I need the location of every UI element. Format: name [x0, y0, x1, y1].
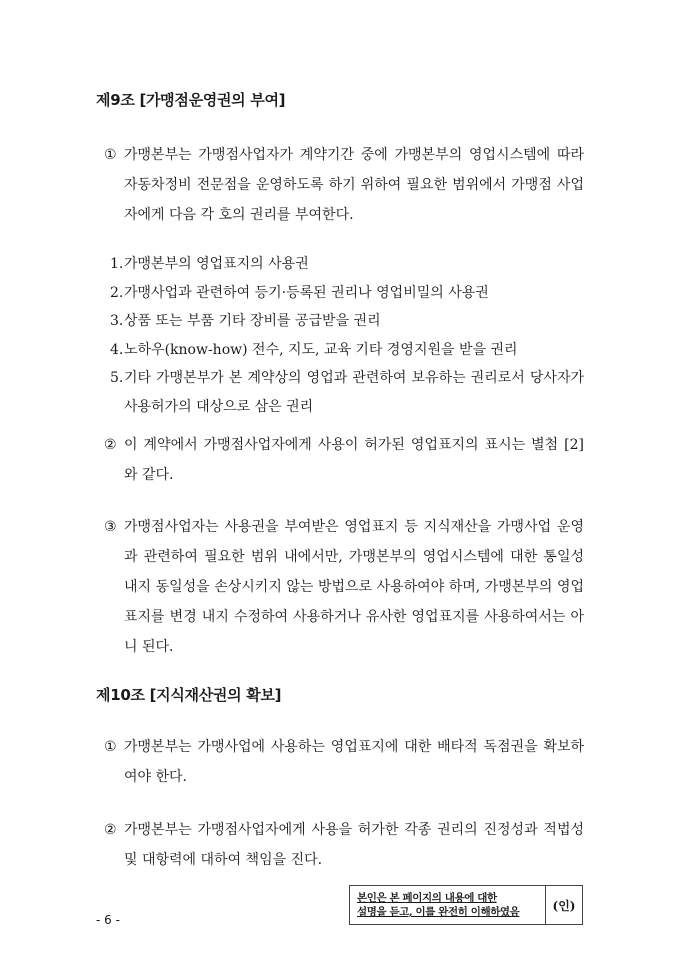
seal-field: (인): [552, 898, 576, 913]
paragraph-mark: ②: [104, 437, 117, 453]
confirmation-statement: [350, 886, 546, 924]
list-item-number: 2.: [110, 284, 124, 301]
list-item-text: 노하우(know-how) 전수, 지도, 교육 기타 경영지원을 받을 권리: [124, 341, 518, 358]
paragraph-text: 가맹본부는 가맹점사업자가 계약기간 중에 가맹본부의 영업시스템에 따라 자동차정비 전문점을 운영하도록 하기 위하여 필요한 범위에서 가맹점 사업자에게 다음 각 호의 권리를 부여한다.: [124, 147, 584, 223]
list-item-text: 상품 또는 부품 기타 장비를 공급받을 권리: [124, 313, 381, 329]
article-10-heading: 제10조 [지식재산권의 확보]: [96, 686, 282, 704]
paragraph-mark: ③: [104, 519, 117, 535]
list-item: [110, 250, 584, 279]
list-item: [110, 364, 584, 421]
list-item-number: 4.: [110, 341, 124, 358]
paragraph-text: 가맹본부는 가맹점사업자에게 사용을 허가한 각종 권리의 진정성과 적법성 및 대항력에 대하여 책임을 진다.: [124, 822, 584, 868]
list-item: [110, 279, 584, 308]
paragraph-text: 가맹본부는 가맹사업에 사용하는 영업표지에 대한 배타적 독점권을 확보하여야 한다.: [124, 739, 584, 785]
paragraph-text: 이 계약에서 가맹점사업자에게 사용이 허가된 영업표지의 표시는 별첨 [2]와 같다.: [124, 437, 584, 483]
list-item-text: 가맹사업과 관련하여 등기·등록된 권리나 영업비밀의 사용권: [124, 284, 489, 301]
article-9-paragraph-3: [104, 512, 584, 662]
list-item-text: 가맹본부의 영업표지의 사용권: [124, 256, 309, 272]
paragraph-text: 가맹점사업자는 사용권을 부여받은 영업표지 등 지식재산을 가맹사업 운영과 관련하여 필요한 범위 내에서만, 가맹본부의 영업시스템에 대한 통일성 내지 동일성을 손상시키지 않는 방법으로 사용하여야 하며, 가맹본부의 영업표지를 변경 내지 수정하여 사용하거나 유사한 영업표지를 사용하여서는 아니 된다.: [124, 519, 584, 655]
paragraph-mark: ②: [104, 822, 117, 838]
article-9-paragraph-1: [104, 140, 584, 230]
confirmation-line-2: 설명을 듣고, 이를 완전히 이해하였음: [357, 906, 520, 918]
list-item: [110, 336, 584, 365]
confirmation-box: [349, 885, 583, 925]
list-item-number: 1.: [110, 256, 124, 272]
article-9-heading: 제9조 [가맹점운영권의 부여]: [96, 91, 286, 109]
article-9-rights-list: [110, 250, 584, 421]
list-item-number: 3.: [110, 313, 124, 329]
paragraph-mark: ①: [104, 147, 117, 163]
article-10-paragraph-2: [104, 815, 584, 875]
article-9-paragraph-2: [104, 430, 584, 490]
confirmation-line-1: 본인은 본 페이지의 내용에 대한: [357, 892, 497, 904]
list-item: [110, 307, 584, 336]
page-number: - 6 -: [96, 913, 120, 927]
list-item-text: 기타 가맹본부가 본 계약상의 영업과 관련하여 보유하는 권리로서 당사자가 사용허가의 대상으로 삼은 권리: [124, 370, 584, 415]
article-10-paragraph-1: [104, 732, 584, 792]
list-item-number: 5.: [110, 370, 124, 386]
paragraph-mark: ①: [104, 739, 117, 755]
